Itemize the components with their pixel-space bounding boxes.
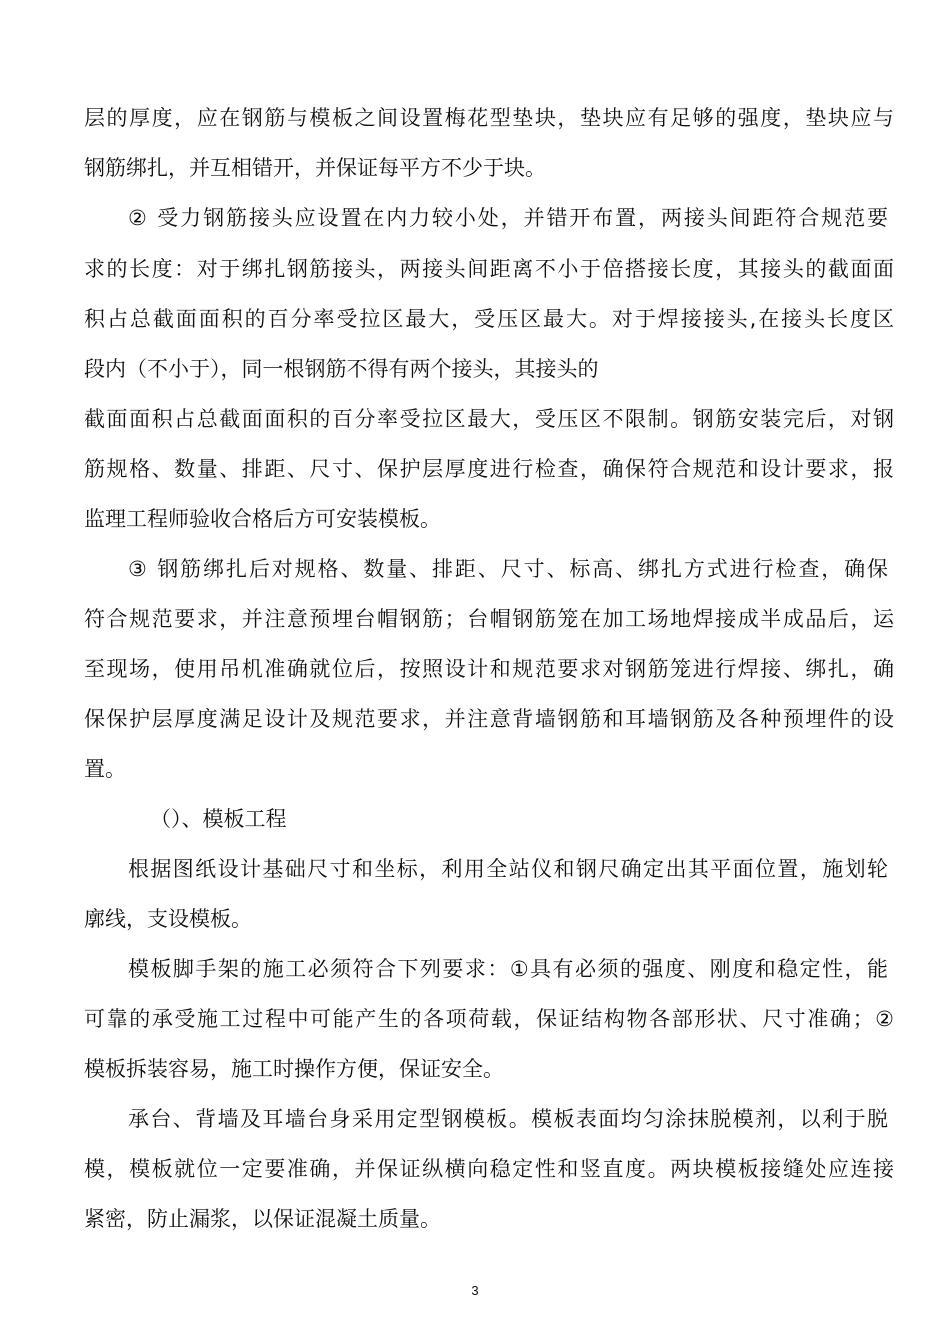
text-line: 钢筋绑扎，并互相错开，并保证每平方不少于块。 (84, 156, 546, 180)
text-line: 模，模板就位一定要准确，并保证纵横向稳定性和竖直度。两块模板接缝处应连接 (84, 1157, 894, 1181)
text-line: 至现场，使用吊机准确就位后，按照设计和规范要求对钢筋笼进行焊接、绑扎，确 (84, 657, 894, 681)
text-line: 模板脚手架的施工必须符合下列要求：①具有必须的强度、刚度和稳定性，能 (128, 957, 888, 981)
text-line: ③ 钢筋绑扎后对规格、数量、排距、尺寸、标高、绑扎方式进行检查，确保 (128, 557, 888, 581)
text-line: 根据图纸设计基础尺寸和坐标，利用全站仪和钢尺确定出其平面位置，施划轮 (128, 857, 888, 881)
text-line: 紧密，防止漏浆，以保证混凝土质量。 (84, 1207, 441, 1231)
text-line: 截面面积占总截面面积的百分率受拉区最大，受压区不限制。钢筋安装完后，对钢 (84, 407, 894, 431)
text-line: 段内（不小于），同一根钢筋不得有两个接头，其接头的 (84, 357, 599, 381)
text-line: ② 受力钢筋接头应设置在内力较小处，并错开布置，两接头间距符合规范要 (128, 206, 888, 230)
text-line: 积占总截面面积的百分率受拉区最大，受压区最大。对于焊接接头,在接头长度区 (84, 307, 894, 331)
text-line: 可靠的承受施工过程中可能产生的各项荷载，保证结构物各部形状、尺寸准确；② (84, 1007, 894, 1031)
text-line: 模板拆装容易，施工时操作方便，保证安全。 (84, 1057, 504, 1081)
text-line: 廓线，支设模板。 (84, 907, 252, 931)
text-line: 置。 (84, 757, 126, 781)
text-line: 监理工程师验收合格后方可安装模板。 (84, 507, 441, 531)
section-heading: （）、模板工程 (150, 807, 287, 831)
text-line: 承台、背墙及耳墙台身采用定型钢模板。模板表面均匀涂抹脱模剂，以利于脱 (128, 1107, 888, 1131)
page-number: 3 (471, 1283, 479, 1298)
text-line: 求的长度：对于绑扎钢筋接头，两接头间距离不小于倍搭接长度，其接头的截面面 (84, 257, 894, 281)
text-line: 筋规格、数量、排距、尺寸、保护层厚度进行检查，确保符合规范和设计要求，报 (84, 457, 894, 481)
text-line: 层的厚度，应在钢筋与模板之间设置梅花型垫块，垫块应有足够的强度，垫块应与 (84, 106, 894, 130)
text-line: 符合规范要求，并注意预埋台帽钢筋；台帽钢筋笼在加工场地焊接成半成品后，运 (84, 607, 894, 631)
text-line: 保保护层厚度满足设计及规范要求，并注意背墙钢筋和耳墙钢筋及各种预埋件的设 (84, 707, 894, 731)
